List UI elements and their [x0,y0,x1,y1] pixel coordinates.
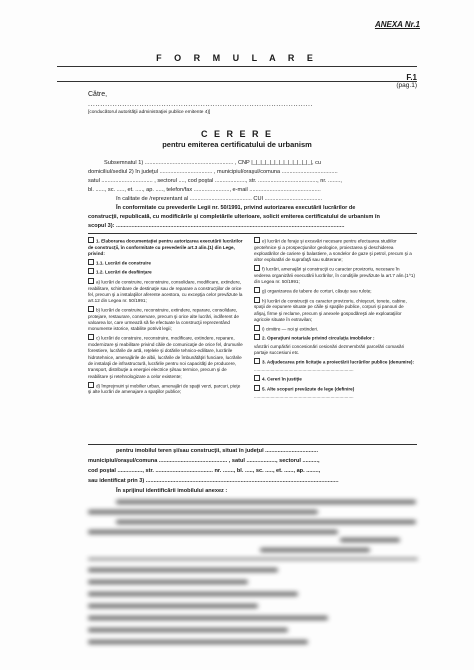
right-option-text: 4. Cereri în justiţie [262,376,302,382]
left-option-text: d) împrejmuiri şi mobilier urban, amenajări de spaţii verzi, parcuri, pieţe şi alte lucrări de amenajare a spaţiilor publice; [88,383,241,395]
left-option [88,334,243,380]
right-option-text: e) lucrări de foraje şi excavări necesare pentru efectuarea studiilor geotehnice şi a prospecţiunilor geologice, proiectarea şi deschiderea exploatărilor de cariere şi balastiere, a sondelor de gaze şi petrol, precum şi a altor exploatări de suprafaţă sau subterane; [254,238,412,263]
right-option [254,385,416,393]
property-identification-line[interactable]: sau identificat prin 3) ............................................................................................................................ [88,478,339,484]
right-option-text: h) lucrări de construcţii cu caracter provizoriu, chioşcuri, tonete, cabine, spaţii de expunere situate pe căile şi spaţiile publice, corpuri şi panouri de afişaj, firme şi reclame, precum şi anexele gospodăreşti ale exploataţiilor agricole situate în extravilan; [254,298,407,323]
checkbox[interactable] [254,237,260,243]
right-option [254,394,416,400]
property-line[interactable]: pentru imobilul teren şi/sau construcţii, situat în judeţul .................................. [116,448,319,454]
checkbox[interactable] [88,259,94,265]
checkbox[interactable] [254,297,260,303]
request-subtitle: pentru emiterea certificatului de urbanism [162,140,312,149]
right-option-text: 2. Operaţiuni notariale privind circulaţia imobilelor : [262,335,375,341]
checkbox[interactable] [88,278,94,284]
form-code-divider [57,81,417,82]
annex-label: ANEXA Nr.1 [374,20,420,29]
attachments-heading: În sprijinul identificării imobilului anexez : [116,488,228,494]
left-option-text: c) lucrări de construire, reconstruire, modificare, extindere, reparare, modernizare şi reabilitare privind căile de comunicaţie de orice fel, drumurile forestiere, lucrările de artă, reţelele şi dotările tehnico-edilitare, lucrările hidrotehnice, amenajările de albii, lucrările de îmbunătăţiri funciare, lucrările de instalaţii de infrastructură, lucrările pentru noi capacităţi de producere, transport, distribuţie a energiei electrice şi/sau termice, precum şi de reabilitare şi retehnologizare a celor existente; [88,335,243,379]
forms-title: F O R M U L A R E [156,53,318,63]
form-code: F.1 [406,73,417,82]
right-option [254,358,416,366]
right-option [254,367,416,373]
left-option-text: b) lucrări de construire, reconstruire, extindere, reparare, consolidare, protejare, restaurare, conservare, precum şi orice alte lucrări, indiferent de valoarea lor, care urmează să fie efectuate la construcţii reprezentând monumente istorice, stabilite potrivit legii; [88,307,239,332]
left-option-text: a) lucrări de construire, reconstruire, consolidare, modificare, extindere, reabilitare, schimbare de destinaţie sau de reparare a construcţiilor de orice fel, precum şi a instalaţiilor aferente acestora, cu excepţia celor prevăzute la art.12 din Legea nr. 50/1991; [88,279,243,304]
checkbox[interactable] [254,385,260,391]
checkbox[interactable] [88,237,94,243]
right-option-text: i) cimitire — noi şi extinderi. [262,326,319,332]
address-line[interactable]: satul ................................. , sectorul ...., cod poştal ...................., str. ......................................, nr. ........, [88,178,342,184]
purpose-divider [88,233,417,234]
header-divider [57,66,417,67]
left-option-text: 1.1. Lucrări de construire [96,260,151,266]
right-option-text: 3. Adjudecarea prin licitaţie a proiectării lucrărilor publice (denumire): [262,359,414,365]
checkbox[interactable] [88,306,94,312]
representative-line[interactable]: în calitate de /reprezentant al ........................................ CUI ..................................... [116,196,323,202]
options-divider [88,444,417,445]
page-reference: (pag.1) [396,82,417,89]
checkbox[interactable] [254,287,260,293]
right-option [254,334,416,342]
right-option-text: vânzări cumpărări concesionări cesionări dezmembrări parcelări comasări partaje succesiuni etc. [254,343,405,356]
left-option [88,237,243,257]
left-option-text: 1. Elaborarea documentaţiei pentru autorizarea executării lucrărilor de construcţii, în conformitate cu prevederile art.3 alin.(1) din Lege, privind: [88,238,243,257]
checkbox[interactable] [254,325,260,331]
request-title: C E R E R E [200,129,273,139]
right-option-text: 5. Alte scopuri prevăzute de lege (definire) [262,386,355,392]
right-option [254,325,416,333]
addressee-label: Către, [88,91,108,98]
right-option [254,297,416,324]
checkbox[interactable] [254,265,260,271]
right-option-text: .............................................................................. [254,393,354,399]
property-city-line[interactable]: municipiul/oraşul/comuna ............................................ , satul ..................., sectorul .........., [88,458,320,464]
property-address-line[interactable]: cod poştal ................, str. ..................................... nr. ......., bl. ....., sc. ....., et. ......, ap. ........, [88,468,321,474]
left-option [88,268,243,276]
checkbox[interactable] [254,334,260,340]
left-option [88,306,243,333]
right-option [254,287,416,295]
left-option [88,278,243,305]
right-option [254,265,416,285]
addressee-caption: [conducătorul autorităţii administraţiei publice emitente 4)] [88,110,211,115]
left-option [88,382,243,396]
checkbox[interactable] [88,334,94,340]
right-option-text: g) organizarea de tabere de corturi, căsuţe sau rulote; [262,288,372,294]
right-options-column [254,237,416,402]
left-option [88,259,243,267]
right-option-text: .............................................................................. [254,367,354,373]
right-option [254,237,416,264]
law-reference-line-2: construcţii, republicată, cu modificările şi completările ulterioare, solicit emiterea certificatului de urbanism în [88,214,380,220]
contact-line[interactable]: bl. ......, sc. ....., et. ....., ap. ....., telefon/fax ......................., e-mail .............................................. [88,187,321,193]
left-option-text: 1.2. Lucrări de desfiinţare [96,269,152,275]
checkbox[interactable] [88,268,94,274]
law-reference-line: În conformitate cu prevederile Legii nr. 50/1991, privind autorizarea executării lucrărilor de [116,205,356,211]
right-option-text: f) lucrări, amenajări şi construcţii cu caracter provizoriu, necesare în vederea organizării executării lucrărilor, în condiţiile prevăzute la art.7 alin.(1^1) din Legea nr. 50/1991; [254,266,415,285]
domicile-line[interactable]: domiciliul/sediul 2) în judeţul .................................. , municipiul/oraşul/comuna .................................... [88,169,338,175]
checkbox[interactable] [254,375,260,381]
addressee-field[interactable]: ............................................................................................ [88,101,313,108]
left-options-column [88,237,243,397]
right-option [254,344,416,357]
checkbox[interactable] [254,358,260,364]
applicant-line[interactable]: Subsemnatul 1) ......................................................... , CNP |_|_|_|_|_|_|_|_|_|_|_|_|_|, cu [104,160,322,166]
purpose-line[interactable]: scopul 3): ................................................................................................................................................... [88,223,345,229]
right-option [254,375,416,383]
checkbox[interactable] [88,382,94,388]
